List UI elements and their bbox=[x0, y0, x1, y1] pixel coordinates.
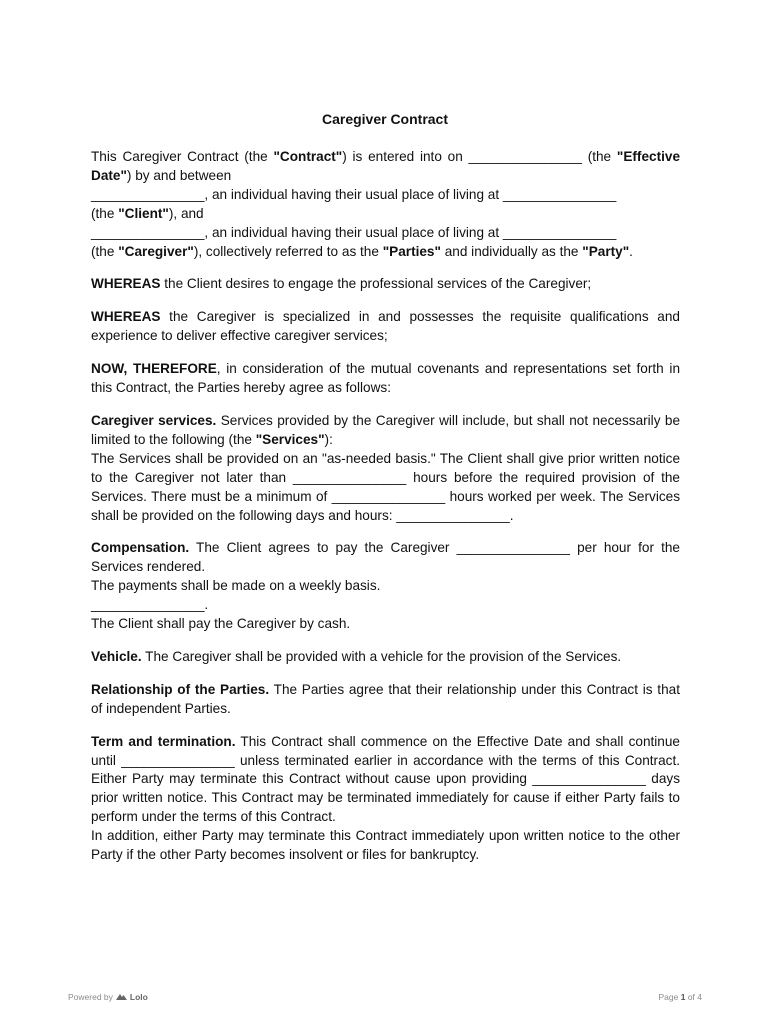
term-section bbox=[91, 733, 680, 865]
text: The Parties agree that their relationship under this Contract is that of independent Parties. bbox=[91, 681, 680, 716]
lolo-logo-icon bbox=[116, 992, 127, 1002]
text: days prior written notice. This Contract may be terminated immediately for cause if either Party fails to perform under the terms of this Contract. bbox=[91, 771, 680, 825]
document-body bbox=[91, 148, 680, 879]
text: the Client desires to engage the professional services of the Caregiver; bbox=[160, 276, 592, 292]
minimum-hours-blank: _______________ bbox=[331, 488, 446, 504]
document-title: Caregiver Contract bbox=[321, 111, 449, 127]
whereas-paragraph-2 bbox=[91, 308, 680, 346]
text: Services provided by the Caregiver will include, but shall not necessarily be limited to the following (the bbox=[91, 412, 680, 447]
text: , an individual having their usual place of living at bbox=[204, 186, 503, 202]
text: . bbox=[204, 597, 209, 613]
text: The Caregiver shall be provided with a vehicle for the provision of the Services. bbox=[141, 648, 622, 664]
text: The payments shall be made on a weekly basis. bbox=[91, 578, 381, 594]
section-heading: Term and termination. bbox=[91, 733, 236, 749]
text: ): bbox=[324, 431, 333, 447]
text: ), and bbox=[168, 205, 204, 221]
section-heading: Relationship of the Parties. bbox=[91, 681, 270, 697]
section-heading: Compensation. bbox=[91, 540, 190, 556]
text: In addition, either Party may terminate this Contract immediately upon written notice to the other Party if the other Party becomes insolvent or files for bankruptcy. bbox=[91, 828, 680, 863]
client-address-blank: _______________ bbox=[502, 186, 617, 202]
text: , in consideration of the mutual covenants and representations set forth in this Contract, the Parties hereby agree as follows: bbox=[91, 361, 680, 396]
text: This Caregiver Contract (the bbox=[91, 149, 274, 164]
text: (the bbox=[91, 205, 119, 221]
text: . bbox=[509, 507, 514, 523]
text: ) by and between bbox=[126, 167, 232, 183]
page-label: Page bbox=[658, 992, 679, 1002]
relationship-section bbox=[91, 681, 680, 719]
text: (the bbox=[91, 243, 119, 259]
defined-term: "Services" bbox=[255, 431, 325, 447]
date-blank: _______________ bbox=[468, 149, 582, 164]
text: hours before the required provision of the Services. There must be a minimum of bbox=[91, 469, 680, 504]
text: and individually as the bbox=[440, 243, 583, 259]
defined-term: "Contract" bbox=[273, 149, 343, 164]
defined-term: "Parties" bbox=[382, 243, 441, 259]
services-section bbox=[91, 412, 680, 525]
defined-term: "Party" bbox=[582, 243, 630, 259]
days-hours-blank: _______________ bbox=[396, 507, 510, 523]
now-therefore-paragraph bbox=[91, 360, 680, 398]
compensation-section bbox=[91, 539, 680, 634]
notice-days-blank: _______________ bbox=[532, 771, 646, 787]
text: (the bbox=[581, 149, 617, 164]
now-therefore-label: NOW, THEREFORE bbox=[91, 361, 217, 377]
caregiver-address-blank: _______________ bbox=[502, 224, 617, 240]
text: unless terminated earlier in accordance with the terms of this Contract. Either Party may terminate this Contract without cause upon providing bbox=[91, 752, 680, 787]
page-current: 1 bbox=[680, 992, 686, 1002]
text: the Caregiver is specialized in and possesses the requisite qualifications and experience to deliver effective caregiver services; bbox=[91, 309, 680, 344]
section-heading: Caregiver services. bbox=[91, 412, 217, 428]
text: The Client agrees to pay the Caregiver bbox=[189, 540, 457, 556]
whereas-paragraph-1 bbox=[91, 275, 680, 294]
text: ) is entered into on bbox=[342, 149, 469, 164]
end-date-blank: _______________ bbox=[121, 752, 235, 768]
whereas-label: WHEREAS bbox=[91, 309, 161, 325]
page-number bbox=[658, 992, 702, 1002]
text: per hour for the Services rendered. bbox=[91, 540, 680, 575]
text: . bbox=[629, 243, 633, 259]
notice-hours-blank: _______________ bbox=[292, 469, 407, 485]
text: The Client shall pay the Caregiver by cash. bbox=[91, 616, 351, 632]
brand-name: Lolo bbox=[129, 992, 148, 1002]
text: ), collectively referred to as the bbox=[193, 243, 383, 259]
page-total: of 4 bbox=[687, 992, 702, 1002]
powered-by-footer bbox=[68, 992, 148, 1002]
intro-paragraph bbox=[91, 148, 680, 261]
text: , an individual having their usual place of living at bbox=[204, 224, 503, 240]
payment-blank: _______________ bbox=[91, 597, 205, 613]
text: hours worked per week. The Services shall be provided on the following days and hours: bbox=[91, 488, 680, 523]
vehicle-section bbox=[91, 648, 680, 667]
defined-term: "Caregiver" bbox=[118, 243, 194, 259]
section-heading: Vehicle. bbox=[91, 648, 142, 664]
defined-term: "Effective Date" bbox=[91, 149, 681, 183]
whereas-label: WHEREAS bbox=[91, 276, 161, 292]
text: The Services shall be provided on an "as-needed basis." The Client shall give prior written notice to the Caregiver not later than bbox=[91, 450, 680, 485]
caregiver-name-blank: _______________ bbox=[91, 224, 205, 240]
powered-by-label: Powered by bbox=[68, 992, 113, 1002]
client-name-blank: _______________ bbox=[91, 186, 205, 202]
text: This Contract shall commence on the Effective Date and shall continue until bbox=[91, 733, 680, 768]
defined-term: "Client" bbox=[118, 205, 169, 221]
rate-blank: _______________ bbox=[456, 540, 570, 556]
